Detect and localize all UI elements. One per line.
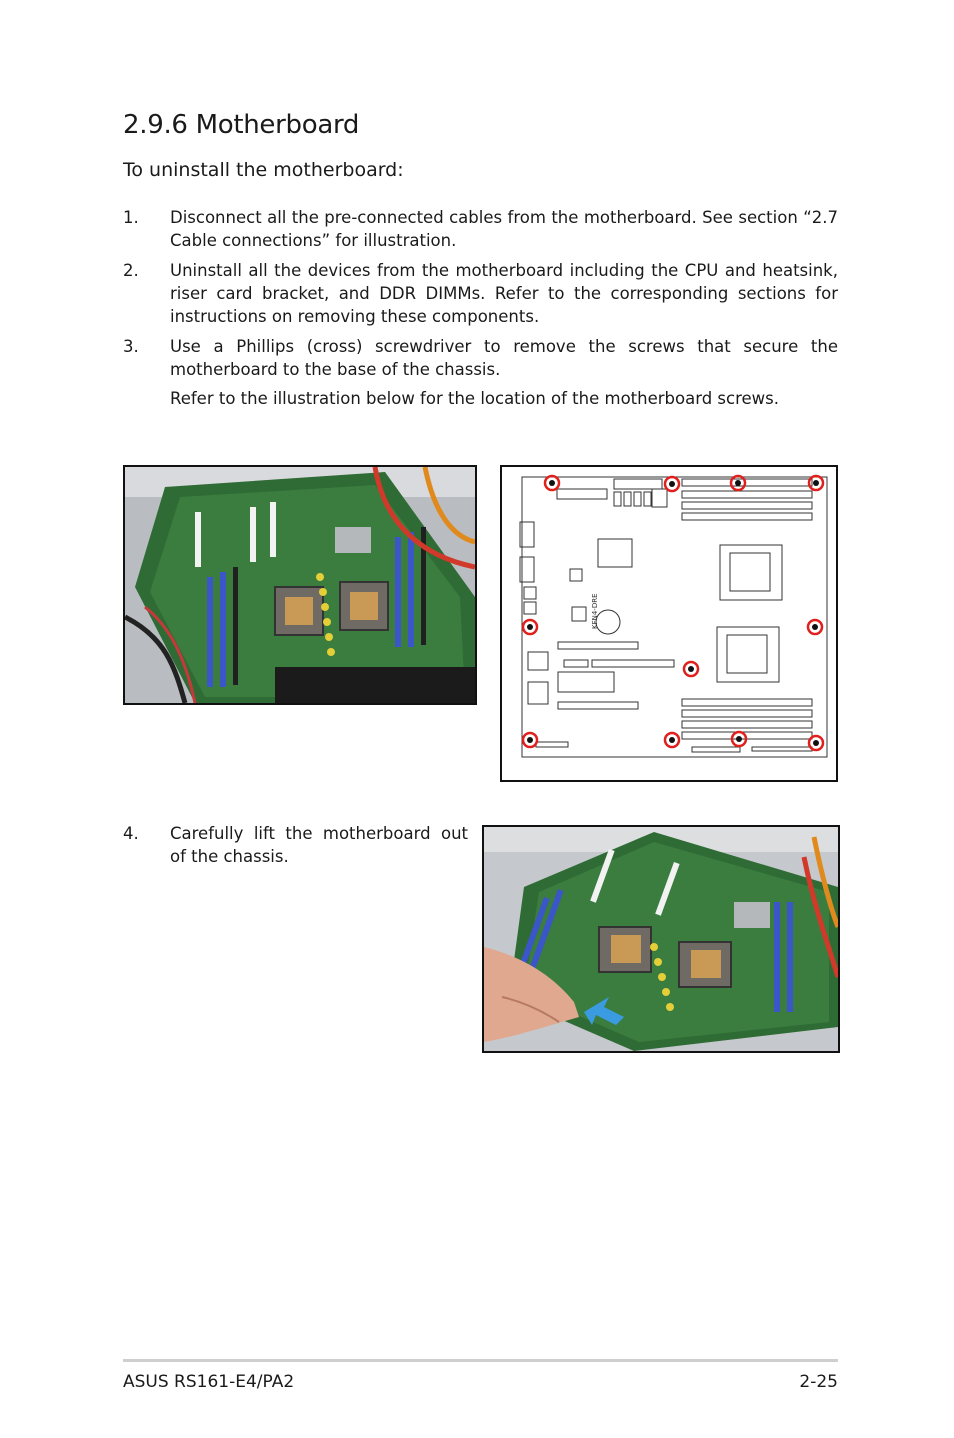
step-1 xyxy=(123,206,838,252)
step-number: 1. xyxy=(123,208,139,227)
step-text: Disconnect all the pre-connected cables from the motherboard. See section “2.7 Cable connections” for illustration. xyxy=(170,208,838,250)
motherboard-screw-layout-diagram xyxy=(500,465,838,782)
board-label: KFN4-DRE xyxy=(591,593,599,629)
lifting-motherboard-photo xyxy=(482,825,840,1053)
step-4 xyxy=(123,822,468,868)
step-text: Uninstall all the devices from the motherboard including the CPU and heatsink, riser card bracket, and DDR DIMMs. Refer to the corresponding sections for instructions on removing these components. xyxy=(170,261,838,326)
step-text: Carefully lift the motherboard out of the chassis. xyxy=(170,824,468,866)
step-3-note: Refer to the illustration below for the location of the motherboard screws. xyxy=(170,389,780,408)
section-title: 2.9.6 Motherboard xyxy=(123,110,360,140)
motherboard-in-chassis-photo xyxy=(123,465,477,705)
step-number: 3. xyxy=(123,337,139,356)
footer-rule xyxy=(123,1359,838,1362)
step-3 xyxy=(123,335,838,381)
step-text: Use a Phillips (cross) screwdriver to remove the screws that secure the motherboard to the base of the chassis. xyxy=(170,337,838,379)
step-number: 4. xyxy=(123,824,139,843)
procedure-subtitle: To uninstall the motherboard: xyxy=(123,159,404,181)
step-number: 2. xyxy=(123,261,139,280)
footer-product-name: ASUS RS161-E4/PA2 xyxy=(123,1372,295,1392)
step-2 xyxy=(123,259,838,328)
footer-page-number: 2-25 xyxy=(799,1372,838,1392)
